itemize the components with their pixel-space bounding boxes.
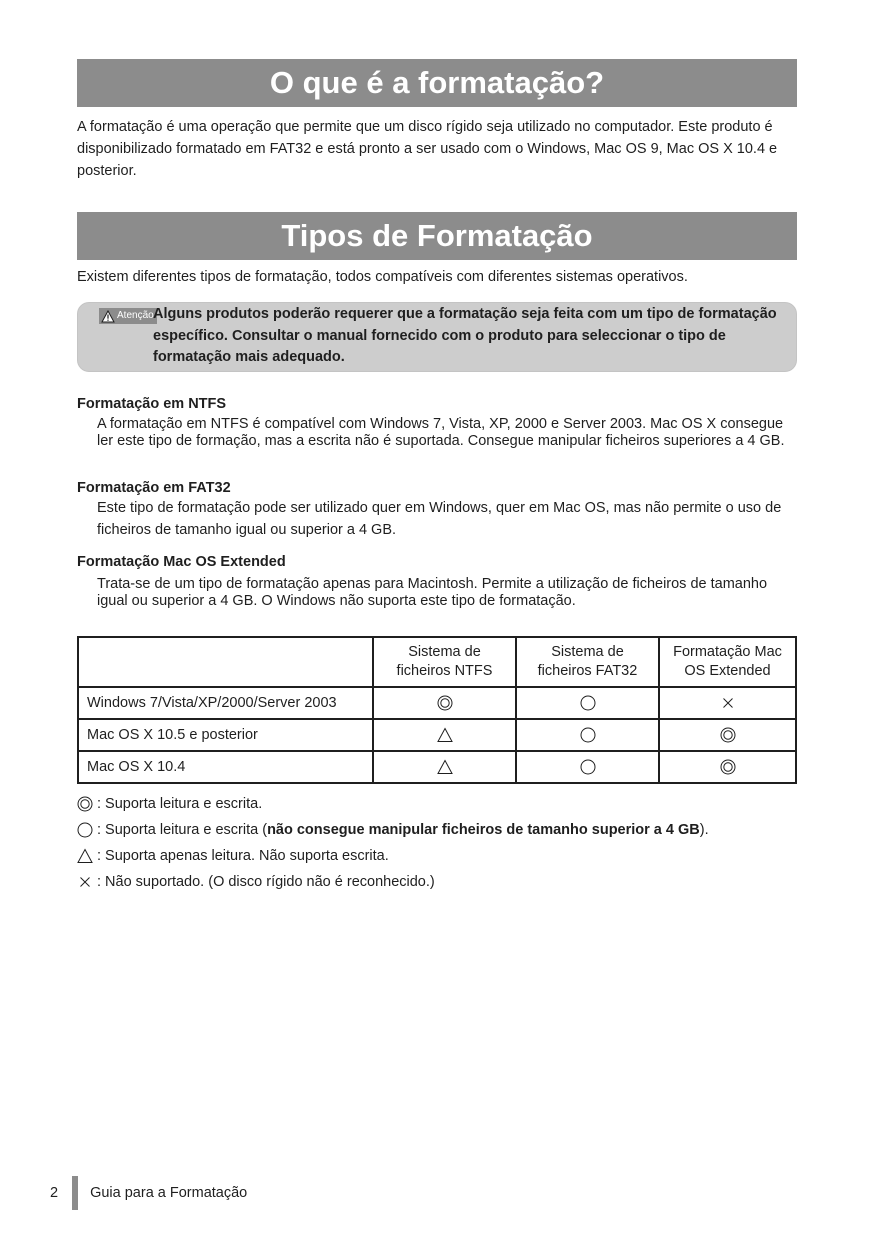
warning-triangle-icon [101,310,115,323]
legend-text: : Suporta leitura e escrita. [97,796,263,812]
double-circle-icon [437,695,453,711]
page-number: 2 [50,1185,59,1201]
legend-text-end: ). [699,822,709,838]
table-cell-mac-os-extended [659,687,796,719]
table-header-mac-os-extended: Formatação Mac OS Extended [659,637,796,687]
triangle-icon [77,848,93,864]
table-header-fat32: Sistema de ficheiros FAT32 [516,637,659,687]
section-intro-paragraph: A formatação é uma operação que permite que um disco rígido seja utilizado no computador. Este produto é disponibilizado formatado em FAT32 e está pronto a ser usado com o Windows, Mac OS 9, Mac OS X 10.4 e posterior. [77,119,778,179]
triangle-icon [437,759,453,775]
table-row-os: Windows 7/Vista/XP/2000/Server 2003 [78,687,373,719]
table-row-os: Mac OS X 10.4 [78,751,373,783]
legend-text: : Suporta apenas leitura. Não suporta escrita. [97,848,389,864]
ntfs-heading: Formatação em NTFS [77,396,227,412]
table-cell-ntfs [373,751,516,783]
double-circle-icon [720,759,736,775]
legend-item [77,820,709,840]
table-row [78,751,796,783]
section-banner-what-is-formatting: O que é a formatação? [77,59,797,107]
footer-label: Guia para a Formatação [90,1185,248,1201]
attention-badge-label: Atenção [117,310,154,321]
circle-icon [580,759,596,775]
double-circle-icon [77,796,93,812]
fat32-description: Este tipo de formatação pode ser utilizado quer em Windows, quer em Mac OS, mas não permite o uso de ficheiros de tamanho igual ou superior a 4 GB. [97,500,782,538]
page-footer [50,1176,247,1210]
table-header-row [78,637,796,687]
attention-notice-text: Alguns produtos poderão requerer que a formatação seja feita com um tipo de formatação específico. Consultar o manual fornecido com o produto para seleccionar o tipo de formatação mais adequado. [153,306,777,365]
attention-badge [99,308,157,324]
mac-os-extended-heading: Formatação Mac OS Extended [77,554,286,570]
double-circle-icon [720,727,736,743]
mac-os-extended-description: Trata-se de um tipo de formatação apenas para Macintosh. Permite a utilização de ficheiros de tamanho igual ou superior a 4 GB. O Windows não suporta este tipo de formatação. [97,576,768,609]
triangle-icon [437,727,453,743]
footer-divider [72,1176,78,1210]
legend-text: : Suporta leitura e escrita ( [97,822,268,838]
circle-icon [77,822,93,838]
table-cell-fat32 [516,687,659,719]
circle-icon [580,695,596,711]
table-cell-mac-os-extended [659,719,796,751]
table-header-ntfs: Sistema de ficheiros NTFS [373,637,516,687]
cross-icon [77,874,93,890]
table-cell-fat32 [516,719,659,751]
table-cell-fat32 [516,751,659,783]
legend-item [77,846,389,866]
cross-icon [720,695,736,711]
section-banner-format-types: Tipos de Formatação [77,212,797,260]
table-cell-mac-os-extended [659,751,796,783]
legend-item [77,872,435,892]
circle-icon [580,727,596,743]
table-header-empty [78,637,373,687]
legend-item [77,794,262,814]
legend-text-bold: não consegue manipular ficheiros de tamanho superior a 4 GB [267,822,700,838]
legend-text: : Não suportado. (O disco rígido não é reconhecido.) [97,874,435,890]
attention-notice [77,302,797,372]
format-types-intro: Existem diferentes tipos de formatação, todos compatíveis com diferentes sistemas operativos. [77,269,688,285]
table-row [78,687,796,719]
table-cell-ntfs [373,687,516,719]
table-row-os: Mac OS X 10.5 e posterior [78,719,373,751]
compatibility-table [77,636,797,784]
table-row [78,719,796,751]
fat32-heading: Formatação em FAT32 [77,480,231,496]
ntfs-description: A formatação em NTFS é compatível com Windows 7, Vista, XP, 2000 e Server 2003. Mac OS X consegue ler este tipo de formação, mas a escrita não é suportada. Consegue manipular ficheiros superiores a 4 GB. [97,416,785,449]
table-cell-ntfs [373,719,516,751]
